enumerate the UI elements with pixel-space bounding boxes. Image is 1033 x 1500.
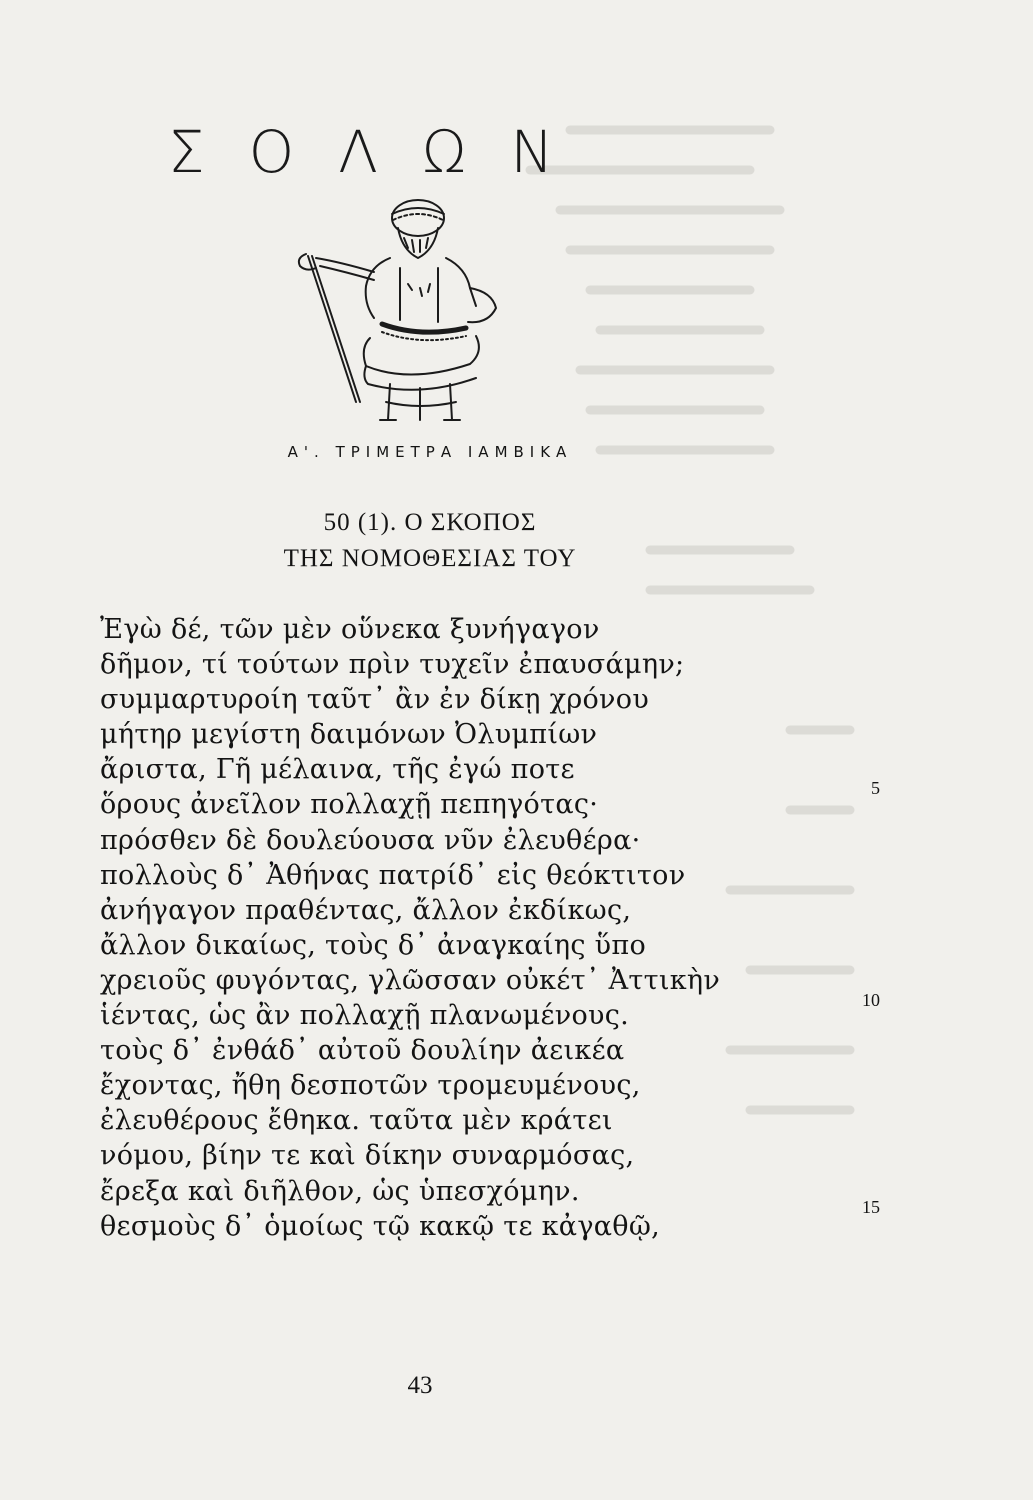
line-number: 15: [862, 1197, 880, 1217]
verse-line: χρειοῦς φυγόντας, γλῶσσαν οὐκέτ᾽ Ἀττικὴν: [100, 964, 721, 996]
verse-line: ἔχοντας, ἤθη δεσποτῶν τρομευμένους,: [100, 1070, 641, 1102]
verse-line: μήτηρ μεγίστη δαιμόνων Ὀλυμπίων: [100, 719, 598, 751]
verse-line: Ἐγὼ δέ, τῶν μὲν οὕνεκα ξυνήγαγον: [100, 614, 600, 645]
line-number: 5: [871, 778, 880, 798]
verse-line: ἄριστα, Γῆ μέλαινα, τῆς ἐγώ ποτε: [100, 754, 575, 786]
verse-line: πρόσθεν δὲ δουλεύουσα νῦν ἐλευθέρα·: [100, 824, 641, 856]
verse-line: νόμου, βίην τε καὶ δίκην συναρμόσας,: [100, 1140, 635, 1172]
verse-line: ὅρους ἀνεῖλον πολλαχῇ πεπηγότας·: [100, 789, 599, 821]
verse-line: ἀνήγαγον πραθέντας, ἄλλον ἐκδίκως,: [100, 894, 632, 926]
verse-line: ἐλευθέρους ἔθηκα. ταῦτα μὲν κράτει: [100, 1105, 613, 1137]
author-heading: ΣΟΛΩΝ: [168, 118, 598, 186]
line-number: 10: [862, 990, 880, 1010]
verse-line: ἱέντας, ὡς ἂν πολλαχῇ πλανωμένους.: [100, 1000, 630, 1032]
page-number: 43: [407, 1372, 433, 1399]
verse-line: συμμαρτυροίη ταῦτ᾽ ἂν ἐν δίκῃ χρόνου: [100, 684, 650, 716]
verse-line: δῆμον, τί τούτων πρὶν τυχεῖν ἐπαυσάμην;: [100, 649, 685, 681]
verse-line: θεσμοὺς δ᾽ ὁμοίως τῷ κακῷ τε κἀγαθῷ,: [100, 1210, 661, 1242]
poem-text: [100, 612, 820, 1244]
section-heading: Α'. ΤΡΙΜΕΤΡΑ ΙΑΜΒΙΚΑ: [287, 443, 573, 461]
verse-line: ἔρεξα καὶ διῆλθον, ὡς ὑπεσχόμην.: [100, 1175, 580, 1207]
verse-line: τοὺς δ᾽ ἐνθάδ᾽ αὐτοῦ δουλίην ἀεικέα: [100, 1035, 625, 1067]
verse-line: ἄλλον δικαίως, τοὺς δ᾽ ἀναγκαίης ὕπο: [100, 929, 647, 961]
poem-title-line-2: ΤΗΣ ΝΟΜΟΘΕΣΙΑΣ ΤΟΥ: [283, 545, 577, 572]
poem-title: [200, 505, 660, 577]
poem-title-line-1: 50 (1). Ο ΣΚΟΠΟΣ: [323, 509, 537, 536]
seated-figure-illustration: [270, 188, 550, 428]
verse-line: πολλοὺς δ᾽ Ἀθήνας πατρίδ᾽ εἰς θεόκτιτον: [100, 859, 686, 891]
